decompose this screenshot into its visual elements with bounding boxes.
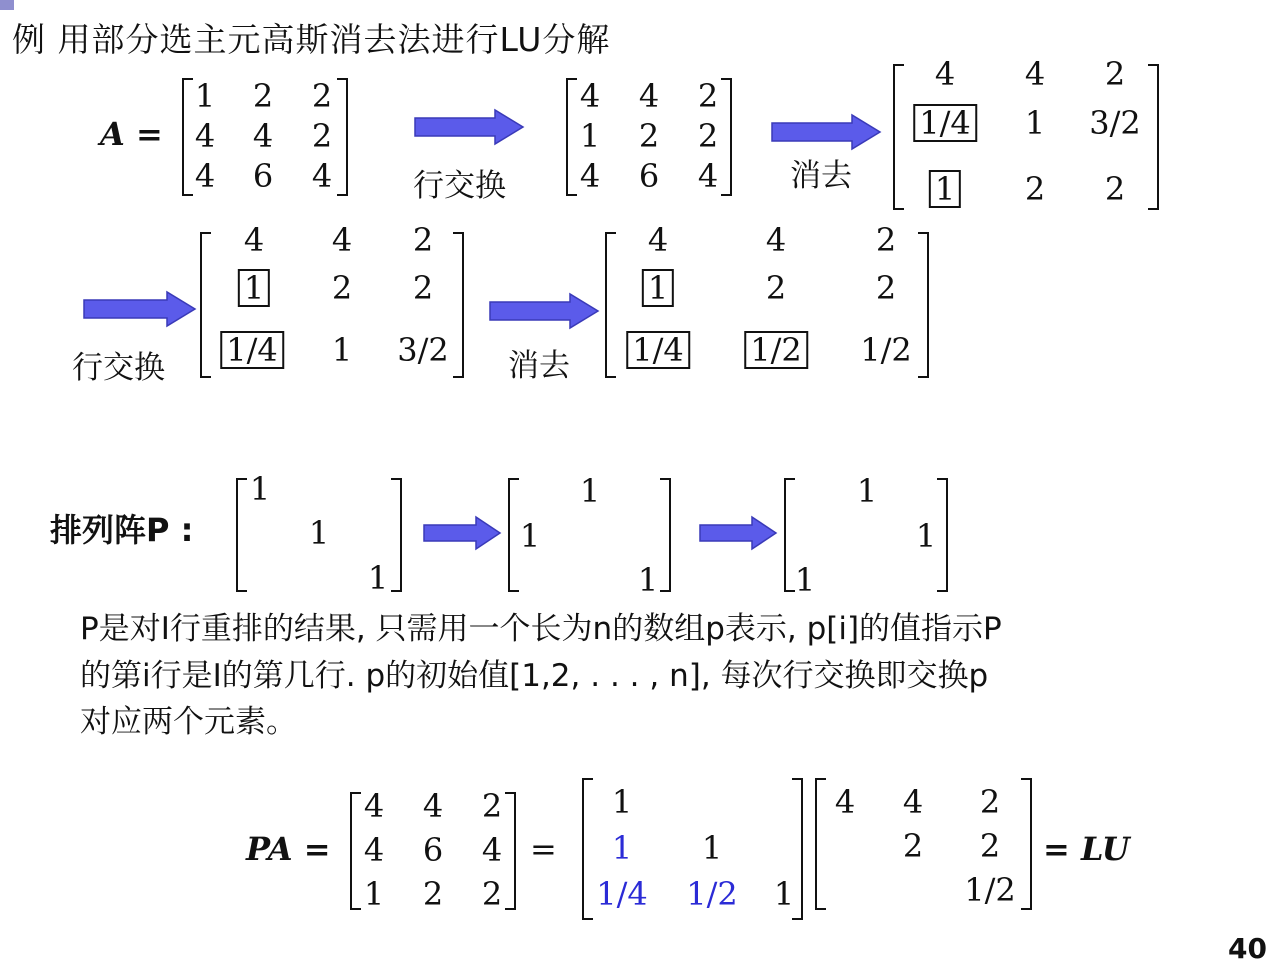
matrix-cell: 1 (519, 517, 541, 555)
bracket-left (566, 78, 577, 196)
right-arrow-icon (413, 108, 525, 146)
bracket-right (337, 78, 348, 196)
matrix-cell: 1 (773, 875, 795, 913)
matrix-cell: 1 (367, 559, 389, 597)
boxed-multiplier: 1 (642, 269, 674, 307)
paragraph-line: P是对I行重排的结果, 只需用一个长为n的数组p表示, p[i]的值指示P (80, 611, 1002, 647)
matrix-cell: 4 (697, 157, 719, 195)
matrix-cell: 4 (243, 221, 265, 259)
matrix-cell: 1 (331, 331, 353, 369)
matrix-cell: 3/2 (397, 331, 449, 369)
perm-label-text: 排列阵P : (50, 511, 194, 549)
equals-LU: = LU (1043, 830, 1130, 868)
matrix-cell: 2 (638, 117, 660, 155)
matrix-cell: 6 (252, 157, 274, 195)
right-arrow-icon (770, 113, 882, 151)
matrix-cell: 6 (422, 831, 444, 869)
bracket-left (582, 778, 593, 920)
boxed-multiplier: 1/4 (220, 331, 284, 369)
matrix-cell: 4 (647, 221, 669, 259)
matrix-cell: 2 (875, 269, 897, 307)
matrix-cell: 2 (311, 117, 333, 155)
matrix-cell: 1 (794, 561, 816, 599)
matrix-cell: 4 (194, 117, 216, 155)
matrix-cell: 4 (1024, 55, 1046, 93)
matrix-cell: 6 (638, 157, 660, 195)
matrix-cell: 1/2 (686, 875, 738, 913)
matrix-cell: 2 (1104, 55, 1126, 93)
matrix-cell: 2 (412, 221, 434, 259)
matrix-cell: 1 (611, 829, 633, 867)
matrix-cell: 1 (579, 117, 601, 155)
matrix-cell: 2 (979, 783, 1001, 821)
label-A-equals: A = (100, 115, 163, 153)
matrix-cell: 4 (331, 221, 353, 259)
label-row-swap: 行交换 (413, 168, 506, 204)
bracket-right (505, 792, 516, 910)
matrix-cell: 4 (638, 77, 660, 115)
matrix-cell: 4 (363, 831, 385, 869)
matrix-cell: 2 (481, 787, 503, 825)
matrix-cell: 1 (363, 875, 385, 913)
bracket-right (937, 478, 948, 592)
matrix-cell: 1 (611, 783, 633, 821)
right-arrow-icon (698, 515, 778, 551)
explanation-paragraph (80, 606, 1265, 746)
bracket-left (350, 792, 361, 910)
matrix-cell: 2 (1104, 170, 1126, 208)
matrix-cell: 4 (902, 783, 924, 821)
boxed-multiplier: 1/4 (913, 104, 977, 142)
matrix-cell: 2 (331, 269, 353, 307)
bracket-right (391, 478, 402, 592)
matrix-cell: 2 (875, 221, 897, 259)
matrix-cell: 1/2 (964, 871, 1016, 909)
matrix-cell: 4 (765, 221, 787, 259)
matrix-cell: 4 (934, 55, 956, 93)
boxed-multiplier: 1/2 (744, 331, 808, 369)
matrix-cell: 1/2 (860, 331, 912, 369)
bracket-left (508, 478, 519, 592)
matrix-cell: 4 (579, 157, 601, 195)
matrix-cell: 4 (422, 787, 444, 825)
matrix-cell: 2 (311, 77, 333, 115)
matrix-cell: 1 (1024, 104, 1046, 142)
matrix-cell: 1 (194, 77, 216, 115)
bracket-left (200, 232, 211, 378)
matrix-cell: 2 (1024, 170, 1046, 208)
slide-corner-mark (0, 0, 14, 10)
label-permutation (50, 505, 193, 551)
bracket-right (660, 478, 671, 592)
matrix-cell: 2 (765, 269, 787, 307)
matrix-cell: 2 (252, 77, 274, 115)
matrix-cell: 1 (249, 470, 271, 508)
bracket-left (815, 778, 826, 910)
matrix-cell: 1 (856, 472, 878, 510)
bracket-right (1148, 64, 1159, 210)
label-eliminate: 消去 (790, 158, 852, 194)
label-row-swap: 行交换 (72, 350, 165, 386)
matrix-cell: 2 (412, 269, 434, 307)
bracket-left (893, 64, 904, 210)
right-arrow-icon (488, 292, 600, 330)
matrix-cell: 2 (697, 77, 719, 115)
bracket-left (605, 232, 616, 378)
slide-title: 例 用部分选主元高斯消去法进行LU分解 (12, 20, 611, 59)
matrix-cell: 1/4 (596, 875, 648, 913)
matrix-cell: 4 (363, 787, 385, 825)
matrix-cell: 2 (422, 875, 444, 913)
matrix-cell: 1 (915, 517, 937, 555)
matrix-cell: 4 (481, 831, 503, 869)
equals-sign: = (530, 830, 557, 868)
page-number: 40 (1228, 932, 1267, 965)
matrix-cell: 3/2 (1089, 104, 1141, 142)
bracket-left (182, 78, 193, 196)
matrix-cell: 2 (481, 875, 503, 913)
paragraph-line: 对应两个元素。 (80, 704, 297, 740)
matrix-cell: 1 (579, 472, 601, 510)
boxed-multiplier: 1/4 (626, 331, 690, 369)
matrix-cell: 2 (697, 117, 719, 155)
matrix-cell: 2 (902, 827, 924, 865)
boxed-multiplier: 1 (238, 269, 270, 307)
matrix-cell: 1 (637, 561, 659, 599)
bracket-right (918, 232, 929, 378)
label-eliminate: 消去 (508, 348, 570, 384)
label-PA-equals: PA = (246, 830, 331, 868)
bracket-left (784, 478, 795, 592)
right-arrow-icon (82, 290, 197, 328)
right-arrow-icon (422, 515, 502, 551)
bracket-right (453, 232, 464, 378)
matrix-cell: 4 (579, 77, 601, 115)
matrix-cell: 4 (194, 157, 216, 195)
bracket-left (236, 478, 247, 592)
bracket-right (721, 78, 732, 196)
matrix-cell: 4 (311, 157, 333, 195)
matrix-cell: 1 (701, 829, 723, 867)
boxed-multiplier: 1 (929, 170, 961, 208)
matrix-cell: 1 (308, 514, 330, 552)
matrix-cell: 4 (834, 783, 856, 821)
matrix-cell: 4 (252, 117, 274, 155)
matrix-cell: 2 (979, 827, 1001, 865)
bracket-right (1021, 778, 1032, 910)
paragraph-line: 的第i行是I的第几行. p的初始值[1,2, . . . , n], 每次行交换即交换p (80, 657, 989, 694)
